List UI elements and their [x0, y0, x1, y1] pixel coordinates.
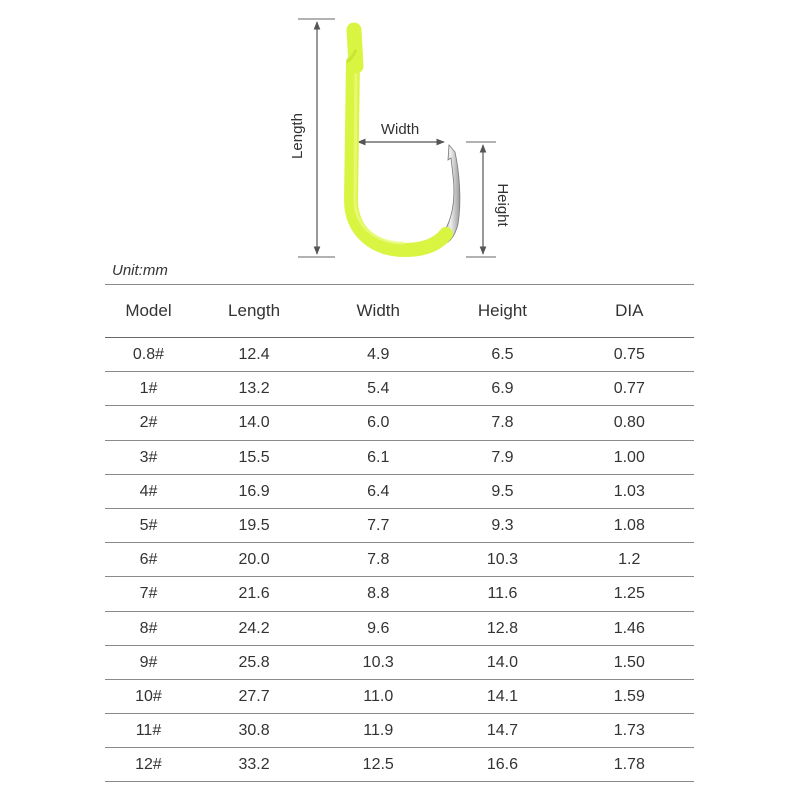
table-cell-length: 24.2	[192, 611, 316, 645]
table-row	[105, 508, 694, 542]
table-row	[105, 543, 694, 577]
table-cell-dia: 1.59	[565, 679, 694, 713]
table-cell-model: 1#	[105, 372, 192, 406]
table-cell-model: 12#	[105, 748, 192, 782]
table-cell-model: 5#	[105, 508, 192, 542]
table-header-row	[105, 285, 694, 338]
table-cell-length: 30.8	[192, 714, 316, 748]
table-cell-length: 13.2	[192, 372, 316, 406]
table-row	[105, 440, 694, 474]
table-cell-dia: 1.03	[565, 474, 694, 508]
table-cell-height: 16.6	[440, 748, 564, 782]
table-cell-length: 14.0	[192, 406, 316, 440]
column-header-model: Model	[105, 285, 192, 338]
table-cell-height: 11.6	[440, 577, 564, 611]
table-cell-dia: 1.73	[565, 714, 694, 748]
table-cell-width: 4.9	[316, 338, 440, 372]
table-cell-dia: 0.75	[565, 338, 694, 372]
fishing-hook-image	[347, 30, 460, 250]
table-cell-length: 27.7	[192, 679, 316, 713]
table-row	[105, 679, 694, 713]
table-cell-length: 25.8	[192, 645, 316, 679]
table-cell-dia: 1.46	[565, 611, 694, 645]
table-row	[105, 645, 694, 679]
table-row	[105, 577, 694, 611]
table-cell-width: 6.0	[316, 406, 440, 440]
table-cell-width: 9.6	[316, 611, 440, 645]
table-cell-dia: 0.77	[565, 372, 694, 406]
table-cell-length: 21.6	[192, 577, 316, 611]
table-cell-length: 15.5	[192, 440, 316, 474]
length-label: Length	[289, 113, 306, 159]
table-cell-height: 14.0	[440, 645, 564, 679]
table-row	[105, 611, 694, 645]
table-cell-model: 10#	[105, 679, 192, 713]
table-row	[105, 474, 694, 508]
table-cell-length: 12.4	[192, 338, 316, 372]
table-cell-width: 8.8	[316, 577, 440, 611]
table-cell-height: 6.9	[440, 372, 564, 406]
table-cell-width: 10.3	[316, 645, 440, 679]
width-dimension	[358, 121, 444, 142]
table-row	[105, 748, 694, 782]
table-cell-dia: 1.50	[565, 645, 694, 679]
table-cell-width: 12.5	[316, 748, 440, 782]
table-cell-width: 6.4	[316, 474, 440, 508]
table-cell-height: 7.8	[440, 406, 564, 440]
table-cell-width: 7.7	[316, 508, 440, 542]
table-cell-dia: 1.25	[565, 577, 694, 611]
table-cell-model: 3#	[105, 440, 192, 474]
table-cell-width: 11.9	[316, 714, 440, 748]
table-cell-height: 12.8	[440, 611, 564, 645]
table-row	[105, 406, 694, 440]
table-cell-model: 0.8#	[105, 338, 192, 372]
table-cell-width: 5.4	[316, 372, 440, 406]
hook-spec-table	[105, 284, 694, 782]
height-label: Height	[494, 183, 511, 227]
table-cell-dia: 1.08	[565, 508, 694, 542]
table-cell-dia: 1.00	[565, 440, 694, 474]
table-cell-width: 7.8	[316, 543, 440, 577]
table-cell-model: 6#	[105, 543, 192, 577]
table-cell-height: 7.9	[440, 440, 564, 474]
unit-label: Unit:mm	[112, 262, 168, 279]
table-cell-model: 9#	[105, 645, 192, 679]
column-header-width: Width	[316, 285, 440, 338]
width-label: Width	[380, 121, 420, 138]
table-cell-model: 4#	[105, 474, 192, 508]
column-header-height: Height	[440, 285, 564, 338]
column-header-dia: DIA	[565, 285, 694, 338]
table-cell-height: 9.5	[440, 474, 564, 508]
table-cell-model: 7#	[105, 577, 192, 611]
table-row	[105, 372, 694, 406]
table-cell-height: 9.3	[440, 508, 564, 542]
table-cell-height: 14.1	[440, 679, 564, 713]
table-cell-length: 20.0	[192, 543, 316, 577]
height-dimension	[466, 142, 511, 257]
table-cell-length: 33.2	[192, 748, 316, 782]
table-cell-dia: 1.78	[565, 748, 694, 782]
hook-dimension-diagram	[0, 0, 800, 270]
table-cell-length: 16.9	[192, 474, 316, 508]
table-cell-model: 2#	[105, 406, 192, 440]
length-dimension	[289, 19, 335, 257]
table-cell-length: 19.5	[192, 508, 316, 542]
table-cell-dia: 0.80	[565, 406, 694, 440]
column-header-length: Length	[192, 285, 316, 338]
table-cell-model: 11#	[105, 714, 192, 748]
table-cell-width: 11.0	[316, 679, 440, 713]
table-cell-height: 6.5	[440, 338, 564, 372]
table-cell-height: 14.7	[440, 714, 564, 748]
table-cell-dia: 1.2	[565, 543, 694, 577]
table-cell-width: 6.1	[316, 440, 440, 474]
table-body	[105, 338, 694, 782]
table-cell-model: 8#	[105, 611, 192, 645]
table-row	[105, 338, 694, 372]
table-row	[105, 714, 694, 748]
table-cell-height: 10.3	[440, 543, 564, 577]
